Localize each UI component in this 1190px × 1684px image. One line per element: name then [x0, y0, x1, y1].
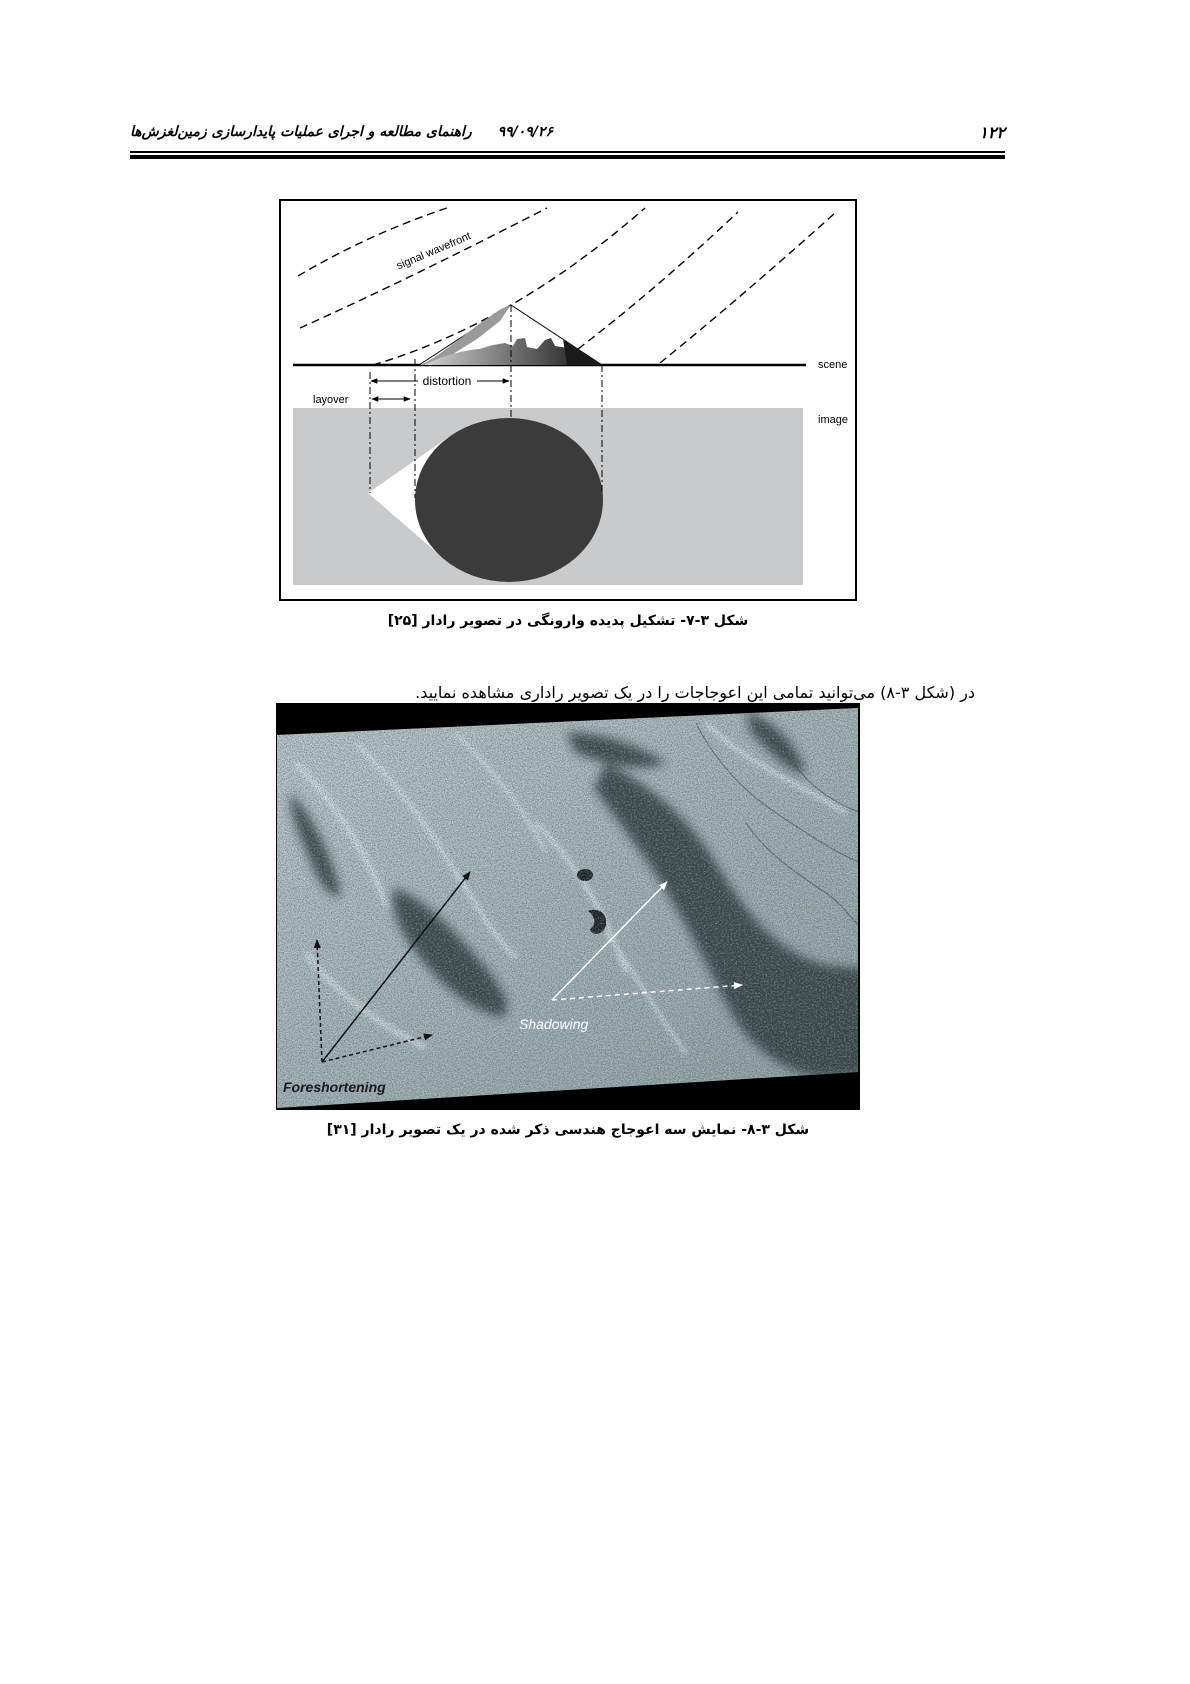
image-label: image	[818, 414, 848, 426]
mountain-image-ellipse	[415, 418, 603, 582]
foreshortening-label: Foreshortening	[283, 1079, 386, 1095]
running-header	[130, 120, 1005, 144]
radar-image	[276, 703, 860, 1110]
scene-label: scene	[818, 359, 848, 371]
shadowing-label: Shadowing	[519, 1016, 589, 1032]
speckle-light	[276, 703, 860, 1110]
header-meta	[130, 124, 553, 140]
layover-diagram	[279, 199, 857, 601]
header-rule-thick	[130, 155, 1005, 159]
header-rule-thin	[130, 151, 1005, 153]
figure-caption-3-8: شکل ۳-۸- نمایش سه اعوجاج هندسی ذکر شده در یک تصویر رادار [۳۱]	[326, 1122, 810, 1138]
page-number: ۱۲۲	[979, 122, 1005, 142]
layover-label: layover	[313, 394, 349, 406]
wavefront-label: signal wavefront	[394, 230, 473, 273]
header-date: ۹۹/۰۹/۲۶	[497, 124, 553, 140]
figure-caption-3-7: شکل ۳-۷- تشکیل پدیده وارونگی در تصویر رادار [۲۵]	[387, 613, 749, 629]
distortion-label: distortion	[422, 374, 472, 388]
header-title: راهنمای مطالعه و اجرای عملیات پایدارسازی زمین‌لغزش‌ها	[130, 124, 472, 140]
body-paragraph: در (شکل ۳-۸) می‌توانید تمامی این اعوجاجات را در یک تصویر راداری مشاهده نمایید.	[415, 683, 975, 702]
radar-scene	[276, 703, 860, 1110]
